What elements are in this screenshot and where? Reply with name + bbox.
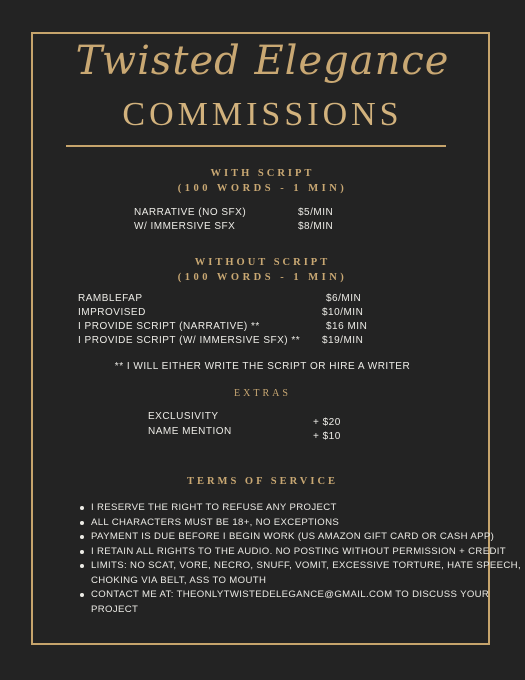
page-title: COMMISSIONS (122, 96, 403, 133)
with-script-subheading: (100 WORDS - 1 MIN) (177, 183, 348, 194)
extra-item-label: EXCLUSIVITY (148, 411, 219, 422)
brand-logo-script: Twisted Elegance (75, 38, 450, 84)
script-footnote: ** I WILL EITHER WRITE THE SCRIPT OR HIRE A WRITER (114, 361, 411, 372)
with-script-heading: WITH SCRIPT (210, 168, 315, 179)
without-script-subheading: (100 WORDS - 1 MIN) (177, 272, 348, 283)
list-item: I RETAIN ALL RIGHTS TO THE AUDIO. NO POSTING WITHOUT PERMISSION + CREDIT (91, 545, 525, 560)
price-item-value: $8/MIN (298, 221, 334, 232)
terms-list (51, 501, 525, 617)
title-divider (66, 145, 446, 147)
list-item: LIMITS: NO SCAT, VORE, NECRO, SNUFF, VOMIT, EXCESSIVE TORTURE, HATE SPEECH, CHOKING VIA BELT, ASS TO MOUTH (91, 559, 525, 588)
price-item-label: I PROVIDE SCRIPT (NARRATIVE) ** (78, 321, 260, 332)
price-item-value: $10/MIN (322, 307, 364, 318)
list-item: PAYMENT IS DUE BEFORE I BEGIN WORK (US AMAZON GIFT CARD OR CASH APP) (91, 530, 525, 545)
price-item-label: IMPROVISED (78, 307, 146, 318)
list-item: ALL CHARACTERS MUST BE 18+, NO EXCEPTIONS (91, 516, 525, 531)
terms-heading: TERMS OF SERVICE (186, 476, 339, 487)
extra-item-price: + $20 (313, 417, 341, 428)
price-item-value: $5/MIN (298, 207, 334, 218)
extras-heading: EXTRAS (234, 388, 291, 399)
price-item-value: $6/MIN (326, 293, 362, 304)
extra-item-price: + $10 (313, 431, 341, 442)
list-item: I RESERVE THE RIGHT TO REFUSE ANY PROJECT (91, 501, 525, 516)
without-script-heading: WITHOUT SCRIPT (194, 257, 331, 268)
extra-item-label: NAME MENTION (148, 426, 232, 437)
list-item: CONTACT ME AT: THEONLYTWISTEDELEGANCE@GMAIL.COM TO DISCUSS YOUR PROJECT (91, 588, 525, 617)
price-item-label: I PROVIDE SCRIPT (W/ IMMERSIVE SFX) ** (78, 335, 301, 346)
price-item-value: $16 MIN (326, 321, 368, 332)
price-item-label: W/ IMMERSIVE SFX (134, 221, 236, 232)
price-item-label: RAMBLEFAP (78, 293, 143, 304)
price-item-value: $19/MIN (322, 335, 364, 346)
price-item-label: NARRATIVE (NO SFX) (134, 207, 247, 218)
